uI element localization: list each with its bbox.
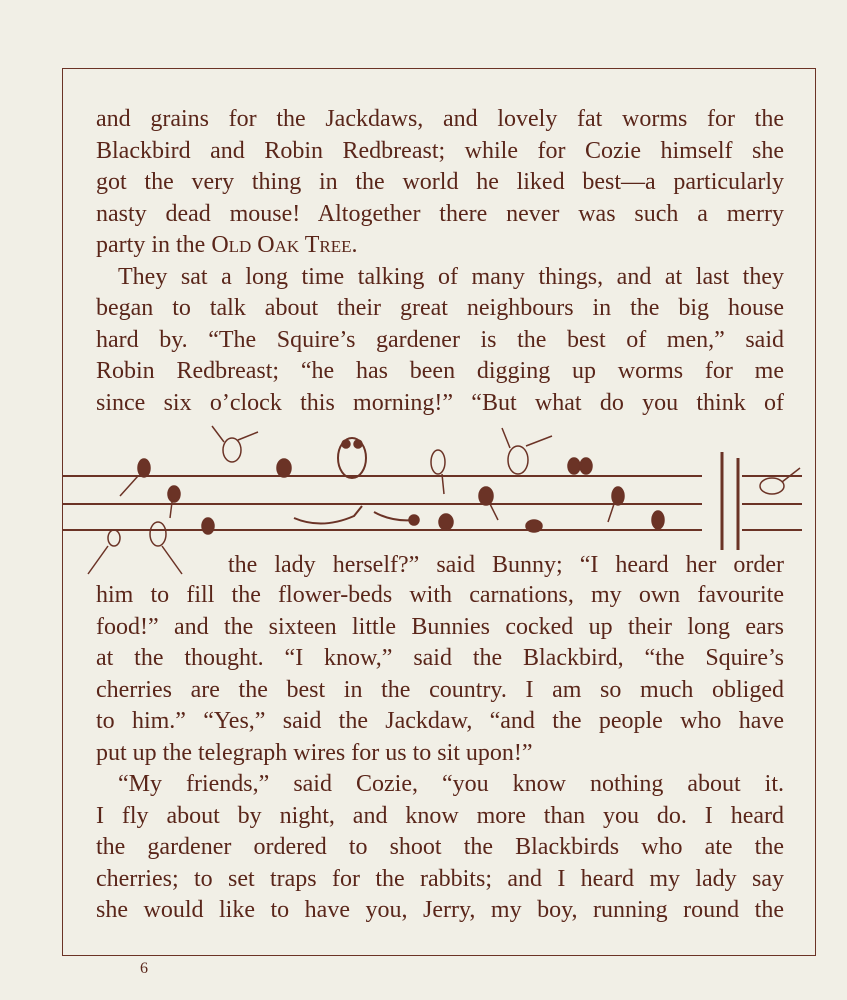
bird-icon bbox=[502, 428, 552, 474]
text-line: at the thought. “I know,” said the Blackbird, “the Squire’s bbox=[96, 645, 784, 671]
bird-icon bbox=[168, 486, 180, 518]
text-line: got the very thing in the world he liked best—a particularly bbox=[96, 169, 784, 195]
bird-icon bbox=[760, 468, 800, 494]
text-line: I fly about by night, and know more than you do. I heard bbox=[96, 802, 784, 829]
bird-icon bbox=[374, 512, 419, 525]
text-line: Robin Redbreast; “he has been digging up worms for me bbox=[96, 358, 784, 384]
bird-icon bbox=[202, 518, 214, 534]
text-line: the lady herself?” said Bunny; “I heard her order bbox=[228, 552, 784, 578]
text-line: cherries are the best in the country. I am so much obliged bbox=[96, 676, 784, 703]
bird-icon bbox=[439, 514, 453, 530]
text-line: began to talk about their great neighbours in the big house bbox=[96, 295, 784, 321]
bird-icon bbox=[568, 458, 592, 474]
text-block-bottom bbox=[96, 580, 784, 927]
text-block-top bbox=[96, 104, 784, 419]
text-line: food!” and the sixteen little Bunnies cocked up their long ears bbox=[96, 613, 784, 640]
text-line: cherries; to set traps for the rabbits; and I heard my lady say bbox=[96, 865, 784, 892]
bird-icon bbox=[652, 511, 664, 529]
text-line: put up the telegraph wires for us to sit upon!” bbox=[96, 739, 533, 766]
bird-icon bbox=[431, 450, 445, 494]
bird-icon bbox=[212, 426, 258, 462]
bird-icon bbox=[120, 459, 150, 496]
text-line: and grains for the Jackdaws, and lovely fat worms for the bbox=[96, 106, 784, 132]
text-line: hard by. “The Squire’s gardener is the best of men,” said bbox=[96, 326, 784, 353]
text-line: the gardener ordered to shoot the Blackbirds who ate the bbox=[96, 834, 784, 860]
text-line: They sat a long time talking of many things, and at last they bbox=[118, 263, 784, 290]
text-line: him to fill the flower-beds with carnations, my own favourite bbox=[96, 582, 784, 608]
text-line: since six o’clock this morning!” “But what do you think of bbox=[96, 389, 784, 416]
text-line-oak: party in the Old Oak Tree. bbox=[96, 232, 358, 258]
text-line: nasty dead mouse! Altogether there never was such a merry bbox=[96, 200, 784, 227]
text-line: she would like to have you, Jerry, my boy, running round the bbox=[96, 897, 784, 923]
text-line-beside-illustration bbox=[228, 552, 784, 584]
owl-icon bbox=[338, 438, 366, 478]
text-line bbox=[96, 230, 784, 262]
page-number: 6 bbox=[140, 960, 148, 977]
bird-icon bbox=[294, 506, 362, 524]
text-line: to him.” “Yes,” said the Jackdaw, “and the people who have bbox=[96, 708, 784, 734]
bird-icon bbox=[277, 459, 291, 477]
bird-icon bbox=[88, 530, 120, 574]
text-line: “My friends,” said Cozie, “you know nothing about it. bbox=[118, 771, 784, 797]
text-line: Blackbird and Robin Redbreast; while for Cozie himself she bbox=[96, 137, 784, 164]
bird-icon bbox=[526, 520, 542, 532]
